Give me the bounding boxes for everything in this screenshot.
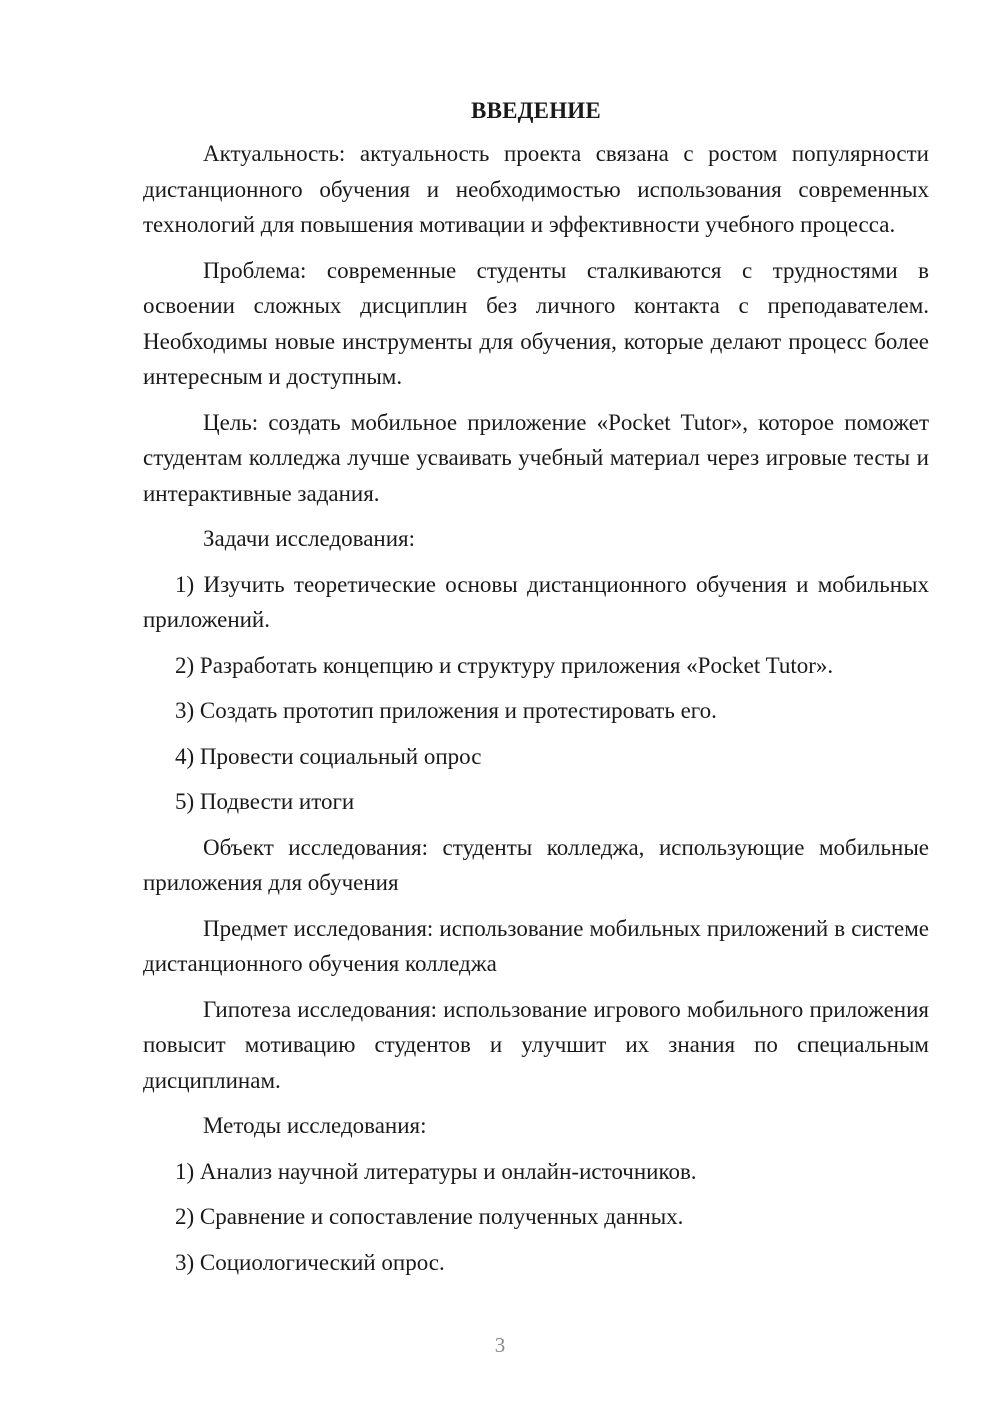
- method-item-2: 2) Сравнение и сопоставление полученных данных.: [175, 1204, 684, 1229]
- task-item-4: 4) Провести социальный опрос: [175, 743, 482, 769]
- methods-heading: Методы исследования:: [203, 1113, 427, 1138]
- task-item-3: 3) Создать прототип приложения и протестировать его.: [175, 698, 717, 723]
- page-number: 3: [494, 1333, 506, 1357]
- page-title: ВВЕДЕНИЕ: [471, 98, 601, 123]
- problem-paragraph: Проблема: современные студенты сталкиваются с трудностями в освоении сложных дисциплин без личного контакта с преподавателем. Необходимы новые инструменты для обучения, которые делают процесс более интересным и доступным.: [143, 257, 929, 389]
- task-item-1: 1) Изучить теоретические основы дистанционного обучения и мобильных приложений.: [143, 571, 929, 632]
- method-item-1: 1) Анализ научной литературы и онлайн-источников.: [175, 1158, 697, 1184]
- method-item-3: 3) Социологический опрос.: [175, 1249, 445, 1275]
- document-page: [143, 95, 929, 1290]
- tasks-heading: Задачи исследования:: [203, 526, 416, 551]
- hypothesis-paragraph: Гипотеза исследования: использование игрового мобильного приложения повысит мотивацию студентов и улучшит их знания по специальным дисциплинам.: [143, 996, 929, 1093]
- subject-paragraph: Предмет исследования: использование мобильных приложений в системе дистанционного обучения колледжа: [143, 915, 929, 976]
- task-item-5: 5) Подвести итоги: [175, 789, 355, 814]
- task-item-2: 2) Разработать концепцию и структуру приложения «Pocket Tutor».: [175, 652, 834, 678]
- goal-paragraph: Цель: создать мобильное приложение «Pocket Tutor», которое поможет студентам колледжа лучше усваивать учебный материал через игровые тесты и интерактивные задания.: [143, 409, 929, 506]
- object-paragraph: Объект исследования: студенты колледжа, использующие мобильные приложения для обучения: [143, 834, 929, 895]
- relevance-paragraph: Актуальность: актуальность проекта связана с ростом популярности дистанционного обучения и необходимостью использования современных технологий для повышения мотивации и эффективности учебного процесса.: [143, 141, 929, 237]
